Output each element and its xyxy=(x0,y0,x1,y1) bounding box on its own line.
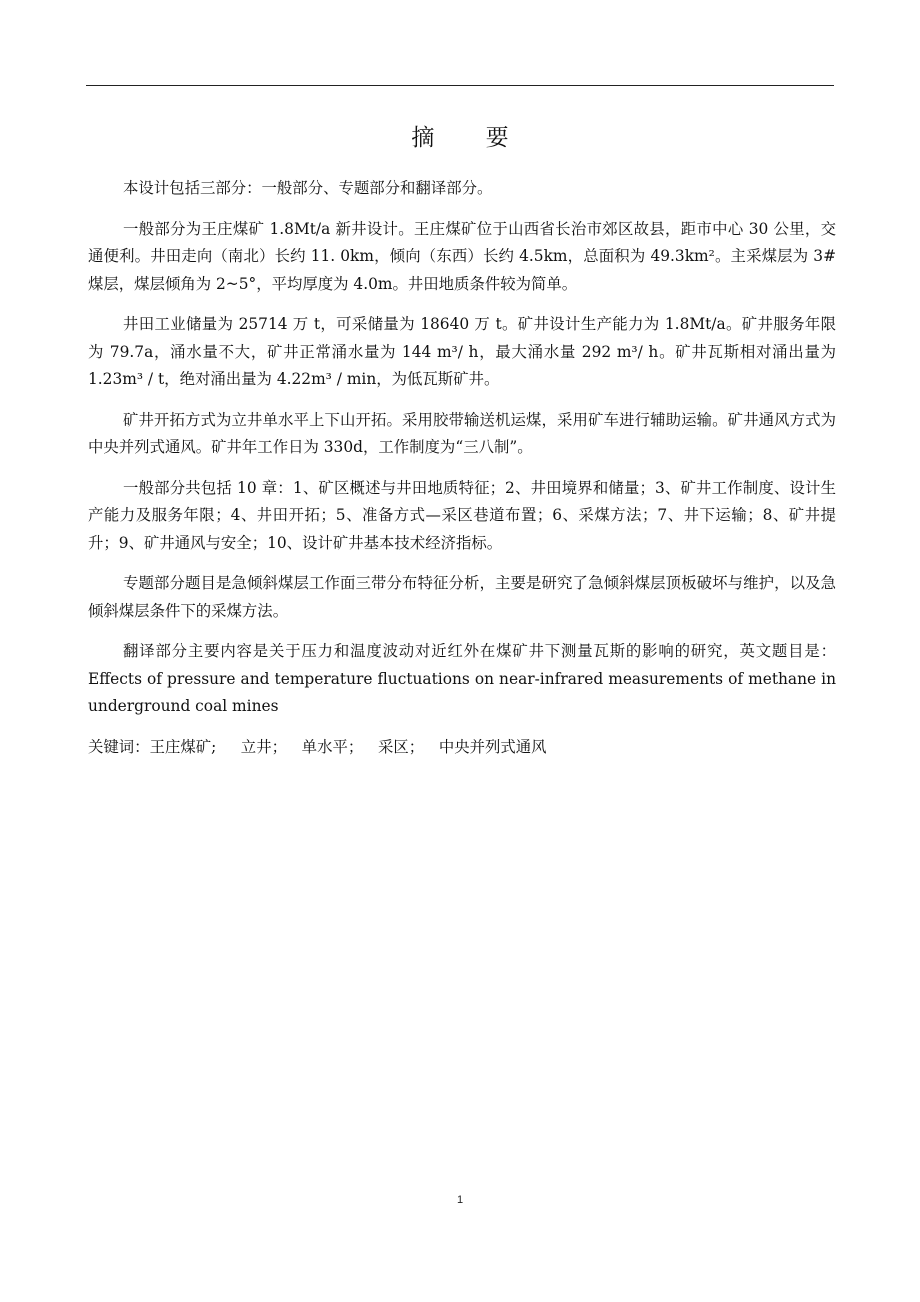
paragraph-development: 矿井开拓方式为立井单水平上下山开拓。采用胶带输送机运煤，采用矿车进行辅助运输。矿井通风方式为中央并列式通风。矿井年工作日为 330d，工作制度为“三八制”。 xyxy=(88,410,836,456)
keywords-label: 关键词： xyxy=(88,737,150,756)
paragraph-reserves: 井田工业储量为 25714 万 t，可采储量为 18640 万 t。矿井设计生产能力为 1.8Mt/a。矿井服务年限为 79.7a，涌水量不大，矿井正常涌水量为 144 m³/ h，最大涌水量 292 m³/ h。矿井瓦斯相对涌出量为 1.23m³ / t，绝对涌出量为 4.22m³ / min，为低瓦斯矿井。 xyxy=(88,315,836,388)
abstract-body xyxy=(88,175,836,761)
page-title: 摘 要 xyxy=(411,125,531,151)
keyword: 单水平； xyxy=(301,737,364,756)
paragraph-translation: 翻译部分主要内容是关于压力和温度波动对近红外在煤矿井下测量瓦斯的影响的研究，英文题目是：Effects of pressure and temperature fluctuations on near-infrared measurements of methane in underground coal mines xyxy=(88,642,836,715)
keyword: 采区； xyxy=(377,737,425,756)
paragraph-chapters: 一般部分共包括 10 章：1、矿区概述与井田地质特征；2、井田境界和储量；3、矿井工作制度、设计生产能力及服务年限；4、井田开拓；5、准备方式—采区巷道布置；6、采煤方法；7、井下运输；8、矿井提升；9、矿井通风与安全；10、设计矿井基本技术经济指标。 xyxy=(88,478,836,552)
page-number: 1 xyxy=(456,1194,464,1206)
header-rule xyxy=(86,85,834,86)
keyword: 立井； xyxy=(240,737,287,756)
keyword: 王庄煤矿; xyxy=(149,737,217,756)
paragraph-general-part: 一般部分为王庄煤矿 1.8Mt/a 新井设计。王庄煤矿位于山西省长治市郊区故县，距市中心 30 公里，交通便利。井田走向（南北）长约 11. 0km，倾向（东西）长约 4.5km，总面积为 49.3km²。主采煤层为 3#煤层，煤层倾角为 2~5°，平均厚度为 4.0m。井田地质条件较为简单。 xyxy=(88,219,836,293)
keywords-line xyxy=(88,734,836,762)
keyword: 中央并列式通风 xyxy=(438,737,547,756)
paragraph-intro: 本设计包括三部分：一般部分、专题部分和翻译部分。 xyxy=(123,179,493,197)
paragraph-special-topic: 专题部分题目是急倾斜煤层工作面三带分布特征分析，主要是研究了急倾斜煤层顶板破坏与维护，以及急倾斜煤层条件下的采煤方法。 xyxy=(88,574,836,620)
